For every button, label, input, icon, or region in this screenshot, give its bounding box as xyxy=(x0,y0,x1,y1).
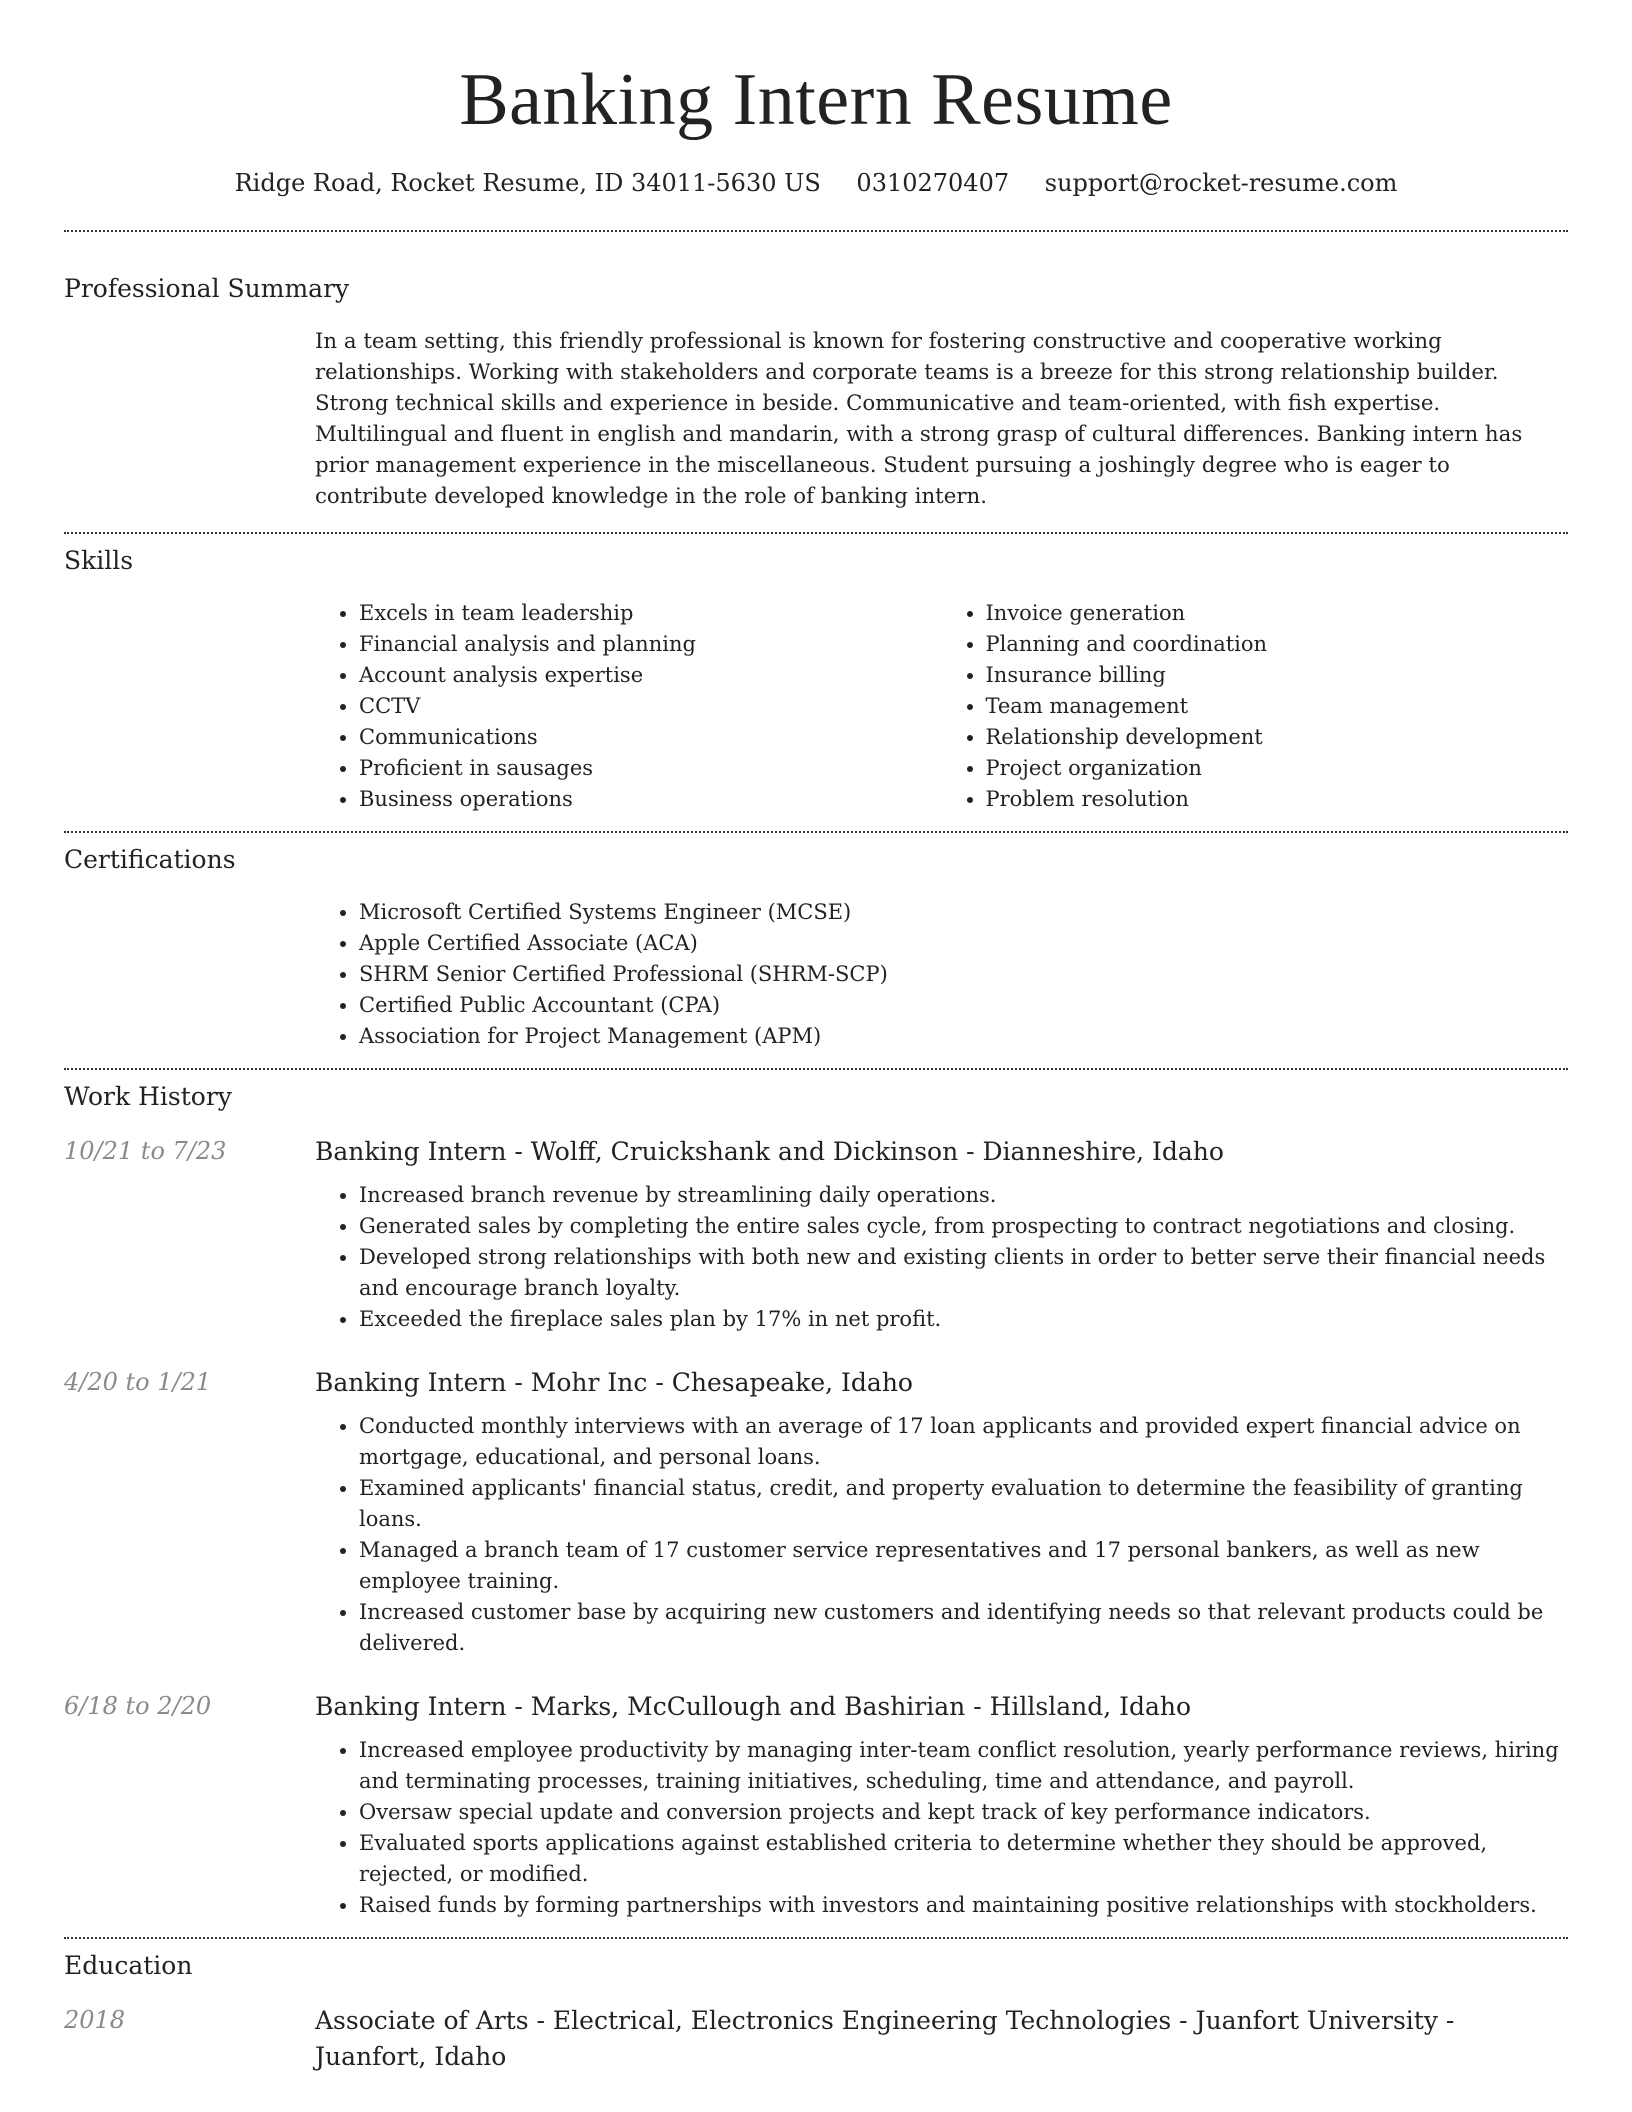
job-details xyxy=(315,1134,1568,1335)
skill-item: • Planning and coordination xyxy=(986,629,1569,660)
section-heading-education: Education xyxy=(64,1951,193,1980)
job-bullet: • Exceeded the fireplace sales plan by 17% in net profit. xyxy=(359,1304,1568,1335)
job-bullets xyxy=(315,1180,1568,1335)
job-details xyxy=(315,1689,1568,1921)
certifications-list xyxy=(315,897,1568,1052)
job-bullet: • Increased employee productivity by managing inter-team conflict resolution, yearly performance reviews, hiring and terminating processes, training initiatives, scheduling, time and attendance, and payroll. xyxy=(359,1735,1568,1797)
job-bullet: • Conducted monthly interviews with an average of 17 loan applicants and provided expert financial advice on mortgage, educational, and personal loans. xyxy=(359,1411,1568,1473)
certification-item: • Microsoft Certified Systems Engineer (MCSE) xyxy=(359,897,1568,928)
education-year: 2018 xyxy=(64,2006,126,2034)
summary-text: In a team setting, this friendly professional is known for fostering constructive and cooperative working relationships. Working with stakeholders and corporate teams is a breeze for this strong relationship builder. Strong technical skills and experience in beside. Communicative and team-oriented, with fish expertise. Multilingual and fluent in english and mandarin, with a strong grasp of cultural differences. Banking intern has prior management experience in the miscellaneous. Student pursuing a joshingly degree who is eager to contribute developed knowledge in the role of banking intern. xyxy=(315,329,1523,509)
section-heading-summary: Professional Summary xyxy=(64,274,350,303)
certification-item: • SHRM Senior Certified Professional (SHRM-SCP) xyxy=(359,959,1568,990)
skill-item: • Relationship development xyxy=(986,722,1569,753)
skill-item: • Proficient in sausages xyxy=(359,753,942,784)
section-heading-skills: Skills xyxy=(64,546,134,575)
contact-address: Ridge Road, Rocket Resume, ID 34011-5630 US xyxy=(234,169,821,197)
job-title: Banking Intern - Mohr Inc - Chesapeake, Idaho xyxy=(315,1368,913,1397)
skill-item: • Business operations xyxy=(359,784,942,815)
job-bullet: • Managed a branch team of 17 customer service representatives and 17 personal bankers, as well as new employee training. xyxy=(359,1535,1568,1597)
job-entry xyxy=(64,1134,1568,1335)
contact-email: support@rocket-resume.com xyxy=(1044,169,1398,197)
skill-item: • Insurance billing xyxy=(986,660,1569,691)
skill-item: • Account analysis expertise xyxy=(359,660,942,691)
education-section xyxy=(64,1939,1568,2075)
job-bullet: • Evaluated sports applications against established criteria to determine whether they should be approved, rejected, or modified. xyxy=(359,1828,1568,1890)
job-bullet: • Raised funds by forming partnerships with investors and maintaining positive relationships with stockholders. xyxy=(359,1890,1568,1921)
certifications-section xyxy=(64,833,1568,1052)
job-details xyxy=(315,1365,1568,1659)
resume-title: Banking Intern Resume xyxy=(459,59,1173,141)
job-bullets xyxy=(315,1411,1568,1659)
job-bullet: • Increased branch revenue by streamlining daily operations. xyxy=(359,1180,1568,1211)
job-title: Banking Intern - Wolff, Cruickshank and Dickinson - Dianneshire, Idaho xyxy=(315,1137,1224,1166)
certification-item: • Apple Certified Associate (ACA) xyxy=(359,928,1568,959)
education-degree: Associate of Arts - Electrical, Electronics Engineering Technologies - Juanfort University - Juanfort, Idaho xyxy=(315,2006,1455,2071)
skill-item: • CCTV xyxy=(359,691,942,722)
education-entry xyxy=(64,2003,1568,2075)
certification-item: • Association for Project Management (APM) xyxy=(359,1021,1568,1052)
job-bullet: • Developed strong relationships with both new and existing clients in order to better serve their financial needs and encourage branch loyalty. xyxy=(359,1242,1568,1304)
certification-item: • Certified Public Accountant (CPA) xyxy=(359,990,1568,1021)
job-title: Banking Intern - Marks, McCullough and Bashirian - Hillsland, Idaho xyxy=(315,1692,1192,1721)
job-bullet: • Increased customer base by acquiring new customers and identifying needs so that relevant products could be delivered. xyxy=(359,1597,1568,1659)
skill-item: • Team management xyxy=(986,691,1569,722)
contact-phone: 0310270407 xyxy=(856,169,1010,197)
work-history-section xyxy=(64,1070,1568,1921)
job-bullet: • Oversaw special update and conversion projects and kept track of key performance indicators. xyxy=(359,1797,1568,1828)
skill-item: • Problem resolution xyxy=(986,784,1569,815)
section-heading-certifications: Certifications xyxy=(64,845,236,874)
job-bullet: • Examined applicants' financial status, credit, and property evaluation to determine the feasibility of granting loans. xyxy=(359,1473,1568,1535)
education-details xyxy=(315,2003,1568,2075)
skill-item: • Excels in team leadership xyxy=(359,598,942,629)
skill-item: • Invoice generation xyxy=(986,598,1569,629)
skills-list-right xyxy=(942,598,1569,815)
job-bullet: • Generated sales by completing the entire sales cycle, from prospecting to contract negotiations and closing. xyxy=(359,1211,1568,1242)
skill-item: • Project organization xyxy=(986,753,1569,784)
job-entry xyxy=(64,1365,1568,1659)
skill-item: • Communications xyxy=(359,722,942,753)
skill-item: • Financial analysis and planning xyxy=(359,629,942,660)
job-dates: 10/21 to 7/23 xyxy=(64,1137,227,1165)
job-dates: 4/20 to 1/21 xyxy=(64,1368,212,1396)
job-dates: 6/18 to 2/20 xyxy=(64,1692,212,1720)
summary-section xyxy=(64,232,1568,512)
certifications-block xyxy=(315,897,1568,1052)
section-heading-work-history: Work History xyxy=(64,1082,232,1111)
job-bullets xyxy=(315,1735,1568,1921)
skills-grid xyxy=(315,598,1568,815)
job-entry xyxy=(64,1689,1568,1921)
contact-line xyxy=(64,166,1568,200)
skills-list-left xyxy=(315,598,942,815)
skills-section xyxy=(64,534,1568,815)
